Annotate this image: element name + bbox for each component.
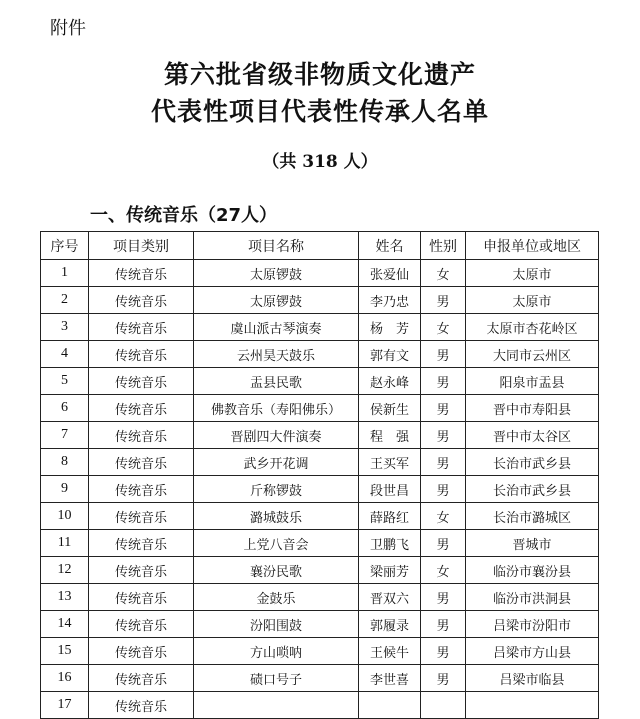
cell-name: 郭履录 [359,611,421,638]
cell-region: 阳泉市盂县 [466,368,599,395]
table-row [41,665,599,692]
cell-name: 赵永峰 [359,368,421,395]
cell-region: 大同市云州区 [466,341,599,368]
cell-index: 11 [41,530,89,557]
col-header-index: 序号 [41,232,89,260]
total-count: （共 318 人） [262,152,378,172]
cell-index: 6 [41,395,89,422]
cell-index: 8 [41,449,89,476]
cell-region: 长治市武乡县 [466,476,599,503]
table-row [41,395,599,422]
cell-category: 传统音乐 [89,449,194,476]
cell-gender: 男 [421,665,466,692]
cell-project: 晋剧四大件演奏 [194,422,359,449]
table-row [41,341,599,368]
table-row [41,584,599,611]
cell-category: 传统音乐 [89,422,194,449]
cell-name: 程 强 [359,422,421,449]
cell-name [359,692,421,719]
cell-index: 4 [41,341,89,368]
table-row [41,692,599,719]
cell-category: 传统音乐 [89,503,194,530]
cell-name: 晋双六 [359,584,421,611]
cell-index: 1 [41,260,89,287]
cell-region: 太原市杏花岭区 [466,314,599,341]
cell-region: 太原市 [466,260,599,287]
cell-category: 传统音乐 [89,476,194,503]
cell-gender [421,692,466,719]
cell-index: 12 [41,557,89,584]
cell-region: 吕梁市方山县 [466,638,599,665]
section-heading: 一、传统音乐（27人） [90,205,278,226]
cell-category: 传统音乐 [89,395,194,422]
cell-index: 7 [41,422,89,449]
cell-name: 张爱仙 [359,260,421,287]
cell-index: 3 [41,314,89,341]
cell-gender: 男 [421,287,466,314]
cell-gender: 女 [421,557,466,584]
table-row [41,530,599,557]
cell-region [466,692,599,719]
cell-index: 16 [41,665,89,692]
cell-project [194,692,359,719]
cell-project: 上党八音会 [194,530,359,557]
cell-gender: 男 [421,395,466,422]
cell-category: 传统音乐 [89,368,194,395]
table-row [41,449,599,476]
cell-gender: 男 [421,638,466,665]
cell-region: 长治市武乡县 [466,449,599,476]
cell-index: 15 [41,638,89,665]
cell-name: 梁丽芳 [359,557,421,584]
cell-gender: 男 [421,611,466,638]
cell-region: 吕梁市临县 [466,665,599,692]
cell-project: 虞山派古琴演奏 [194,314,359,341]
cell-region: 晋中市寿阳县 [466,395,599,422]
inheritors-table [40,231,599,719]
cell-name: 侯新生 [359,395,421,422]
cell-project: 太原锣鼓 [194,260,359,287]
table-row [41,557,599,584]
cell-name: 王候牛 [359,638,421,665]
attachment-label: 附件 [50,18,86,39]
cell-region: 太原市 [466,287,599,314]
cell-gender: 男 [421,422,466,449]
table-row [41,287,599,314]
document-title-line-2: 代表性项目代表性传承人名单 [150,97,489,126]
cell-gender: 男 [421,341,466,368]
cell-index: 17 [41,692,89,719]
cell-gender: 男 [421,476,466,503]
cell-gender: 女 [421,314,466,341]
cell-name: 李乃忠 [359,287,421,314]
col-header-category: 项目类别 [89,232,194,260]
cell-name: 李世喜 [359,665,421,692]
table-row [41,314,599,341]
cell-index: 2 [41,287,89,314]
cell-project: 佛教音乐（寿阳佛乐） [194,395,359,422]
cell-category: 传统音乐 [89,341,194,368]
cell-index: 10 [41,503,89,530]
cell-region: 临汾市襄汾县 [466,557,599,584]
cell-region: 长治市潞城区 [466,503,599,530]
table-row [41,368,599,395]
cell-index: 5 [41,368,89,395]
cell-category: 传统音乐 [89,665,194,692]
cell-project: 金鼓乐 [194,584,359,611]
cell-project: 太原锣鼓 [194,287,359,314]
cell-name: 段世昌 [359,476,421,503]
col-header-gender: 性别 [421,232,466,260]
cell-category: 传统音乐 [89,314,194,341]
cell-project: 武乡开花调 [194,449,359,476]
cell-project: 云州昊天鼓乐 [194,341,359,368]
cell-region: 吕梁市汾阳市 [466,611,599,638]
cell-category: 传统音乐 [89,557,194,584]
cell-project: 方山唢呐 [194,638,359,665]
cell-project: 襄汾民歌 [194,557,359,584]
col-header-project: 项目名称 [194,232,359,260]
cell-region: 临汾市洪洞县 [466,584,599,611]
cell-category: 传统音乐 [89,584,194,611]
col-header-region: 申报单位或地区 [466,232,599,260]
cell-project: 斤称锣鼓 [194,476,359,503]
cell-category: 传统音乐 [89,260,194,287]
cell-project: 盂县民歌 [194,368,359,395]
cell-gender: 女 [421,503,466,530]
cell-category: 传统音乐 [89,638,194,665]
cell-gender: 男 [421,449,466,476]
cell-category: 传统音乐 [89,692,194,719]
table-row [41,476,599,503]
cell-gender: 男 [421,584,466,611]
table-row [41,422,599,449]
col-header-name: 姓名 [359,232,421,260]
cell-name: 卫鹏飞 [359,530,421,557]
cell-project: 汾阳围鼓 [194,611,359,638]
cell-category: 传统音乐 [89,611,194,638]
cell-gender: 男 [421,368,466,395]
cell-index: 14 [41,611,89,638]
cell-gender: 男 [421,530,466,557]
cell-gender: 女 [421,260,466,287]
document-title-line-1: 第六批省级非物质文化遗产 [163,60,476,89]
cell-project: 碛口号子 [194,665,359,692]
cell-name: 王买军 [359,449,421,476]
cell-region: 晋城市 [466,530,599,557]
cell-region: 晋中市太谷区 [466,422,599,449]
table-row [41,638,599,665]
cell-index: 13 [41,584,89,611]
cell-name: 郭有文 [359,341,421,368]
table-row [41,503,599,530]
cell-project: 潞城鼓乐 [194,503,359,530]
cell-category: 传统音乐 [89,530,194,557]
table-row [41,611,599,638]
cell-index: 9 [41,476,89,503]
table-header-row [41,232,599,260]
table-row [41,260,599,287]
cell-name: 薛路红 [359,503,421,530]
cell-category: 传统音乐 [89,287,194,314]
cell-name: 杨 芳 [359,314,421,341]
